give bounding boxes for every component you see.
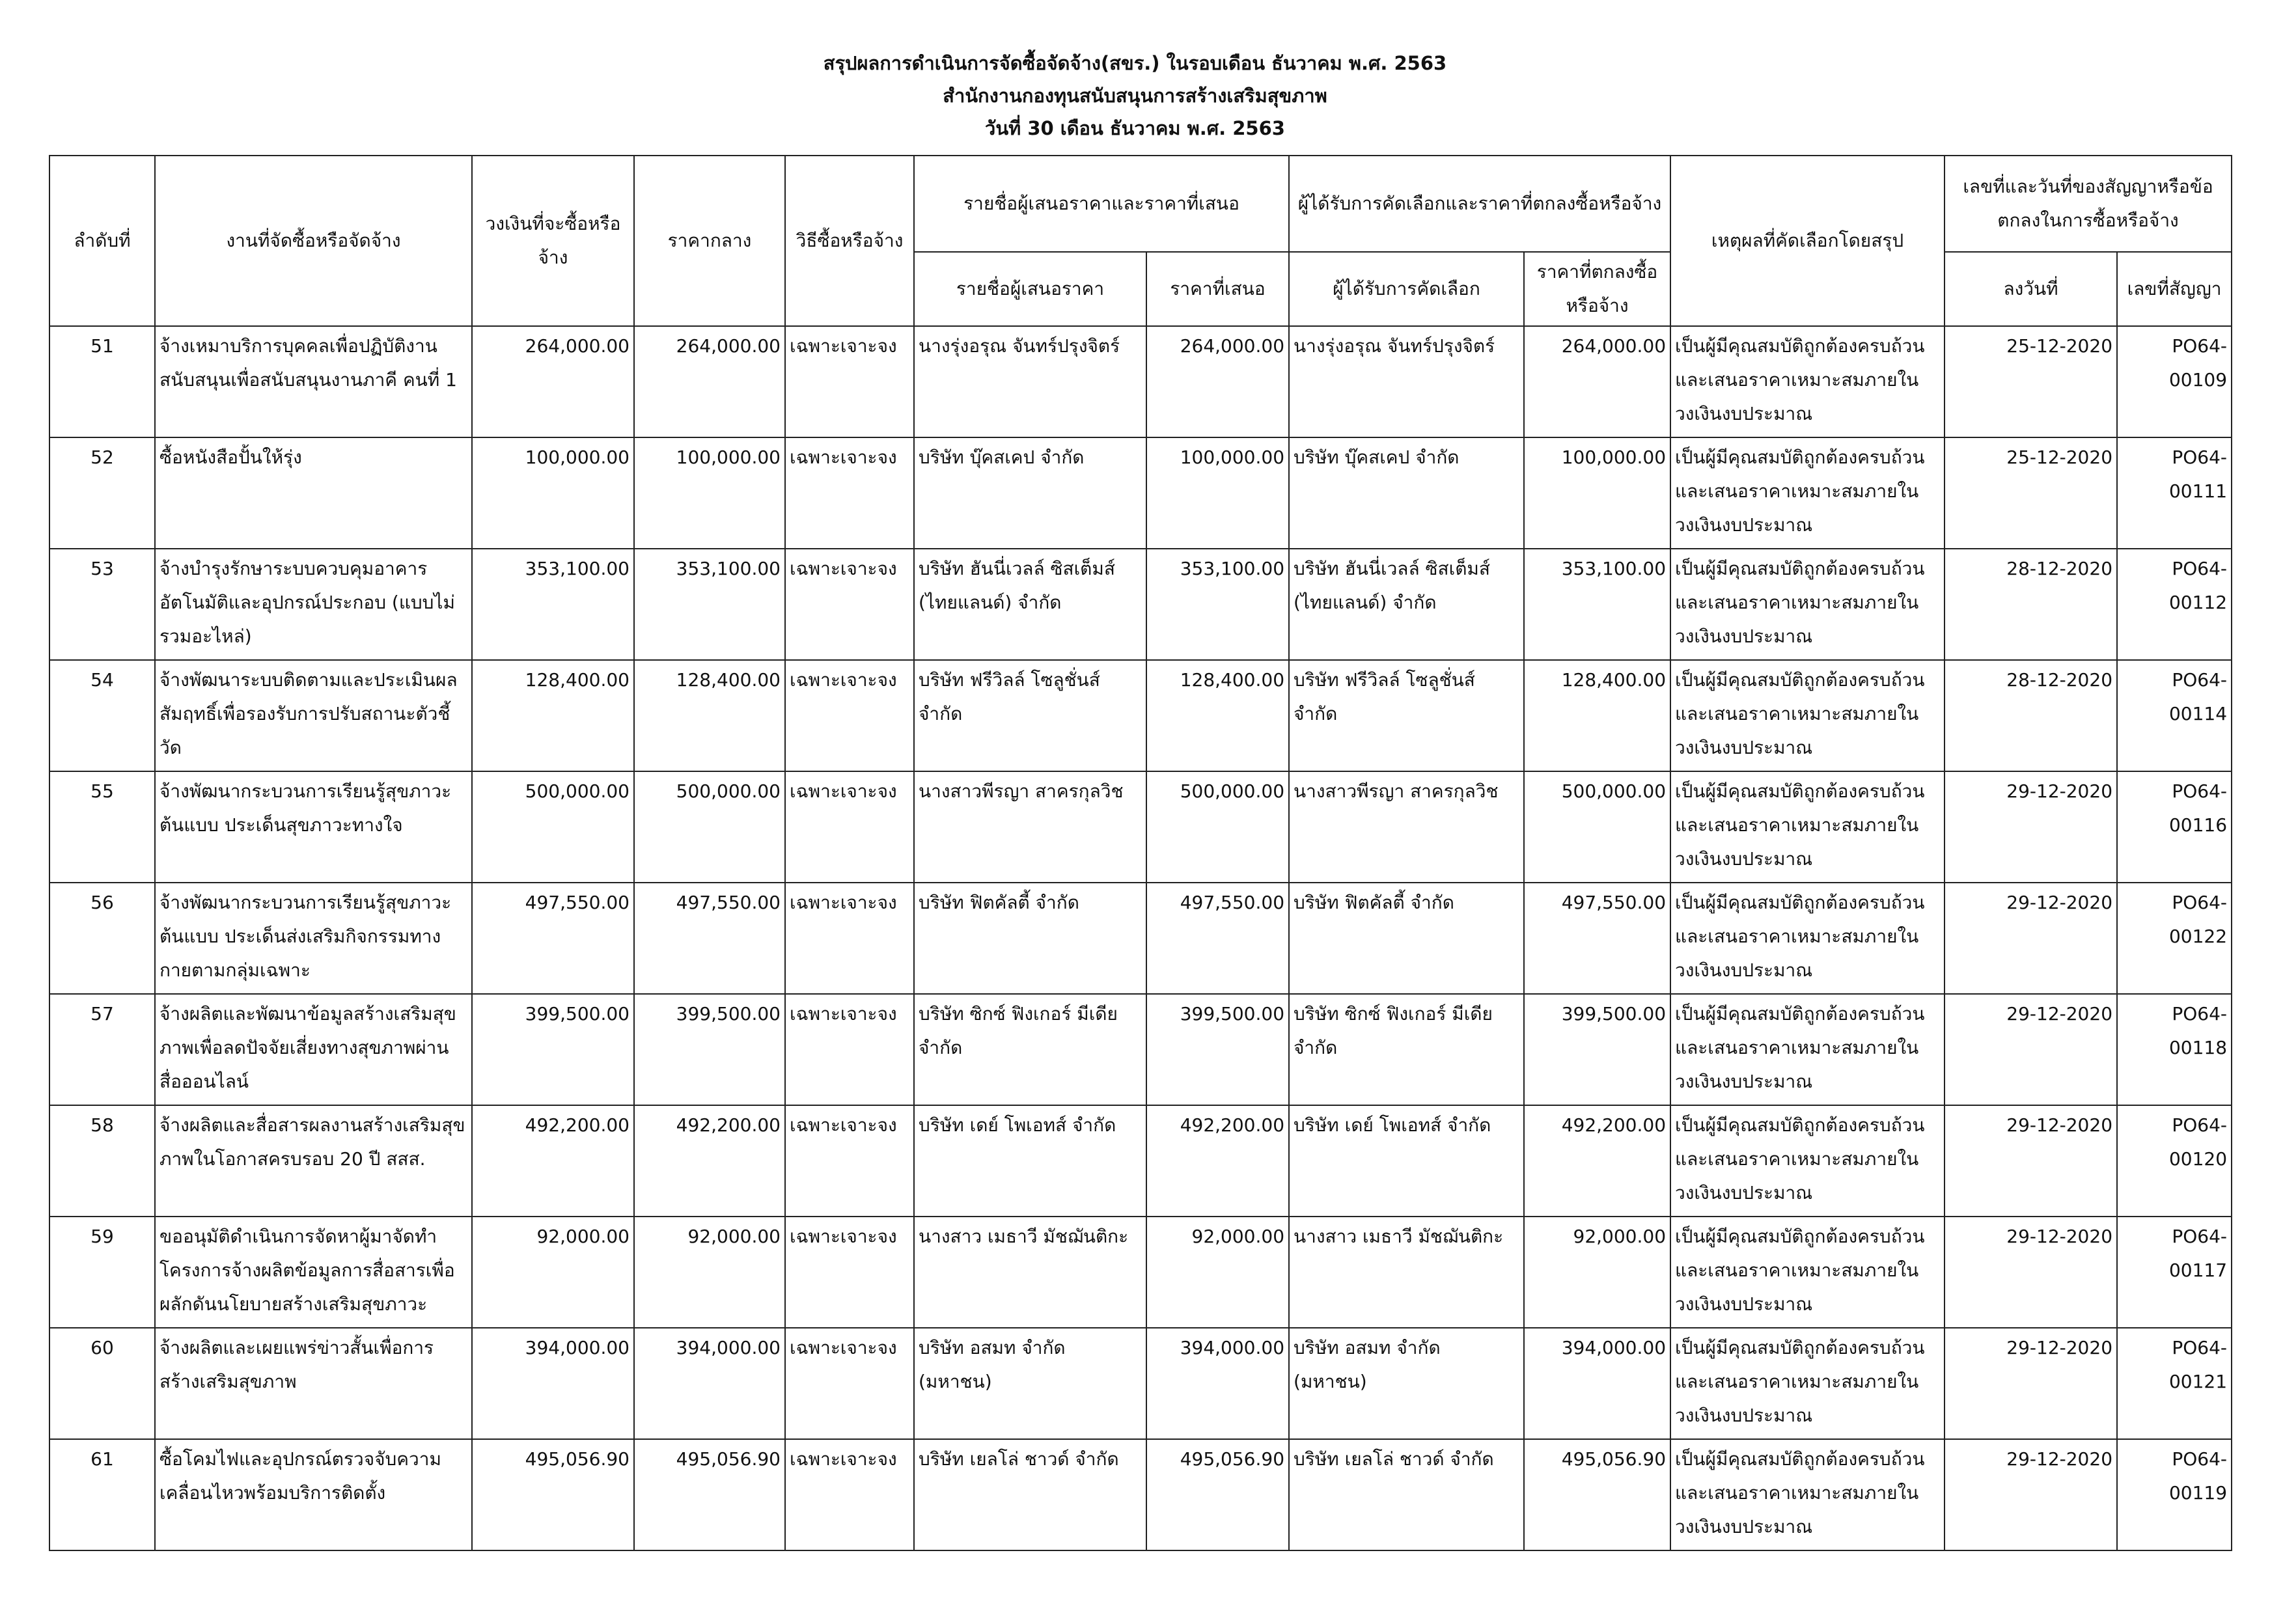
row-selected: นางสาว เมธาวี มัชฌันติกะ bbox=[1289, 1217, 1524, 1328]
row-median-price: 399,500.00 bbox=[634, 994, 785, 1105]
header-reason: เหตุผลที่คัดเลือกโดยสรุป bbox=[1670, 156, 1945, 326]
row-reason: เป็นผู้มีคุณสมบัติถูกต้องครบถ้วนและเสนอราคาเหมาะสมภายในวงเงินงบประมาณ bbox=[1670, 1217, 1945, 1328]
row-agreed-price: 497,550.00 bbox=[1524, 883, 1670, 994]
header-contract-no: เลขที่สัญญา bbox=[2117, 252, 2232, 326]
row-agreed-price: 495,056.90 bbox=[1524, 1439, 1670, 1550]
row-budget: 497,550.00 bbox=[472, 883, 634, 994]
row-median-price: 264,000.00 bbox=[634, 326, 785, 437]
document-titles bbox=[0, 47, 2270, 145]
row-work: จ้างผลิตและเผยแพร่ข่าวสั้นเพื่อการสร้างเสริมสุขภาพ bbox=[155, 1328, 472, 1439]
row-bid-price: 500,000.00 bbox=[1146, 771, 1289, 883]
row-contract-no: PO64-00118 bbox=[2117, 994, 2232, 1105]
row-bidder: บริษัท ซิกซ์ ฟิงเกอร์ มีเดีย จำกัด bbox=[914, 994, 1146, 1105]
row-work: จ้างเหมาบริการบุคคลเพื่อปฏิบัติงานสนับสนุนเพื่อสนับสนุนงานภาคี คนที่ 1 bbox=[155, 326, 472, 437]
row-budget: 128,400.00 bbox=[472, 660, 634, 771]
row-selected: บริษัท ฮันนี่เวลล์ ซิสเต็มส์ (ไทยแลนด์) จำกัด bbox=[1289, 549, 1524, 660]
row-contract-no: PO64-00117 bbox=[2117, 1217, 2232, 1328]
header-selected-name: ผู้ได้รับการคัดเลือก bbox=[1289, 252, 1524, 326]
row-bid-price: 399,500.00 bbox=[1146, 994, 1289, 1105]
row-no: 51 bbox=[49, 326, 155, 437]
row-budget: 492,200.00 bbox=[472, 1105, 634, 1217]
row-bid-price: 394,000.00 bbox=[1146, 1328, 1289, 1439]
row-budget: 500,000.00 bbox=[472, 771, 634, 883]
row-bid-price: 492,200.00 bbox=[1146, 1105, 1289, 1217]
row-contract-no: PO64-00121 bbox=[2117, 1328, 2232, 1439]
header-bidders-group: รายชื่อผู้เสนอราคาและราคาที่เสนอ bbox=[914, 156, 1289, 252]
table-row bbox=[49, 660, 2232, 771]
row-work: จ้างพัฒนากระบวนการเรียนรู้สุขภาวะต้นแบบ ประเด็นสุขภาวะทางใจ bbox=[155, 771, 472, 883]
row-contract-no: PO64-00122 bbox=[2117, 883, 2232, 994]
row-no: 56 bbox=[49, 883, 155, 994]
row-bidder: นางรุ่งอรุณ จันทร์ปรุงจิตร์ bbox=[914, 326, 1146, 437]
row-contract-date: 29-12-2020 bbox=[1945, 771, 2117, 883]
row-contract-date: 29-12-2020 bbox=[1945, 994, 2117, 1105]
row-median-price: 100,000.00 bbox=[634, 437, 785, 549]
row-bid-price: 495,056.90 bbox=[1146, 1439, 1289, 1550]
row-method: เฉพาะเจาะจง bbox=[785, 1105, 914, 1217]
row-method: เฉพาะเจาะจง bbox=[785, 994, 914, 1105]
table-row bbox=[49, 1328, 2232, 1439]
row-no: 61 bbox=[49, 1439, 155, 1550]
row-work: จ้างผลิตและพัฒนาข้อมูลสร้างเสริมสุขภาพเพื่อลดปัจจัยเสี่ยงทางสุขภาพผ่านสื่อออนไลน์ bbox=[155, 994, 472, 1105]
row-reason: เป็นผู้มีคุณสมบัติถูกต้องครบถ้วนและเสนอราคาเหมาะสมภายในวงเงินงบประมาณ bbox=[1670, 326, 1945, 437]
header-median-price: ราคากลาง bbox=[634, 156, 785, 326]
row-bidder: บริษัท ฮันนี่เวลล์ ซิสเต็มส์ (ไทยแลนด์) จำกัด bbox=[914, 549, 1146, 660]
row-contract-date: 29-12-2020 bbox=[1945, 1105, 2117, 1217]
row-contract-date: 28-12-2020 bbox=[1945, 549, 2117, 660]
row-agreed-price: 492,200.00 bbox=[1524, 1105, 1670, 1217]
header-no: ลำดับที่ bbox=[49, 156, 155, 326]
row-contract-date: 29-12-2020 bbox=[1945, 883, 2117, 994]
row-bidder: บริษัท บุ๊คสเคป จำกัด bbox=[914, 437, 1146, 549]
header-budget: วงเงินที่จะซื้อหรือจ้าง bbox=[472, 156, 634, 326]
row-budget: 495,056.90 bbox=[472, 1439, 634, 1550]
title-line-1: สรุปผลการดำเนินการจัดซื้อจัดจ้าง(สขร.) ในรอบเดือน ธันวาคม พ.ศ. 2563 bbox=[823, 52, 1447, 74]
row-bidder: บริษัท ฟิตคัลตี้ จำกัด bbox=[914, 883, 1146, 994]
row-contract-no: PO64-00114 bbox=[2117, 660, 2232, 771]
row-median-price: 500,000.00 bbox=[634, 771, 785, 883]
row-selected: บริษัท ฟรีวิลล์ โซลูชั่นส์ จำกัด bbox=[1289, 660, 1524, 771]
header-method: วิธีซื้อหรือจ้าง bbox=[785, 156, 914, 326]
row-method: เฉพาะเจาะจง bbox=[785, 1439, 914, 1550]
row-reason: เป็นผู้มีคุณสมบัติถูกต้องครบถ้วนและเสนอราคาเหมาะสมภายในวงเงินงบประมาณ bbox=[1670, 883, 1945, 994]
row-work: จ้างบำรุงรักษาระบบควบคุมอาคารอัตโนมัติและอุปกรณ์ประกอบ (แบบไม่รวมอะไหล่) bbox=[155, 549, 472, 660]
row-no: 57 bbox=[49, 994, 155, 1105]
header-agreed-price: ราคาที่ตกลงซื้อหรือจ้าง bbox=[1524, 252, 1670, 326]
row-selected: บริษัท ซิกซ์ ฟิงเกอร์ มีเดีย จำกัด bbox=[1289, 994, 1524, 1105]
row-median-price: 353,100.00 bbox=[634, 549, 785, 660]
row-bid-price: 92,000.00 bbox=[1146, 1217, 1289, 1328]
row-agreed-price: 92,000.00 bbox=[1524, 1217, 1670, 1328]
row-no: 58 bbox=[49, 1105, 155, 1217]
row-contract-no: PO64-00116 bbox=[2117, 771, 2232, 883]
row-contract-date: 29-12-2020 bbox=[1945, 1217, 2117, 1328]
row-selected: บริษัท เยลโล่ ชาวด์ จำกัด bbox=[1289, 1439, 1524, 1550]
table-row bbox=[49, 549, 2232, 660]
row-median-price: 92,000.00 bbox=[634, 1217, 785, 1328]
row-method: เฉพาะเจาะจง bbox=[785, 437, 914, 549]
row-budget: 264,000.00 bbox=[472, 326, 634, 437]
row-bidder: บริษัท เดย์ โพเอทส์ จำกัด bbox=[914, 1105, 1146, 1217]
row-contract-no: PO64-00111 bbox=[2117, 437, 2232, 549]
row-selected: นางรุ่งอรุณ จันทร์ปรุงจิตร์ bbox=[1289, 326, 1524, 437]
header-work: งานที่จัดซื้อหรือจัดจ้าง bbox=[155, 156, 472, 326]
title-line-2: สำนักงานกองทุนสนับสนุนการสร้างเสริมสุขภาพ bbox=[943, 85, 1327, 107]
row-reason: เป็นผู้มีคุณสมบัติถูกต้องครบถ้วนและเสนอราคาเหมาะสมภายในวงเงินงบประมาณ bbox=[1670, 660, 1945, 771]
row-agreed-price: 264,000.00 bbox=[1524, 326, 1670, 437]
row-selected: นางสาวพีรญา สาครกุลวิช bbox=[1289, 771, 1524, 883]
row-contract-no: PO64-00120 bbox=[2117, 1105, 2232, 1217]
row-method: เฉพาะเจาะจง bbox=[785, 326, 914, 437]
row-agreed-price: 394,000.00 bbox=[1524, 1328, 1670, 1439]
table-row bbox=[49, 883, 2232, 994]
table-row bbox=[49, 771, 2232, 883]
row-selected: บริษัท เดย์ โพเอทส์ จำกัด bbox=[1289, 1105, 1524, 1217]
row-contract-date: 28-12-2020 bbox=[1945, 660, 2117, 771]
row-method: เฉพาะเจาะจง bbox=[785, 883, 914, 994]
row-median-price: 128,400.00 bbox=[634, 660, 785, 771]
row-method: เฉพาะเจาะจง bbox=[785, 549, 914, 660]
row-budget: 92,000.00 bbox=[472, 1217, 634, 1328]
row-bidder: บริษัท ฟรีวิลล์ โซลูชั่นส์ จำกัด bbox=[914, 660, 1146, 771]
row-no: 59 bbox=[49, 1217, 155, 1328]
row-selected: บริษัท อสมท จำกัด (มหาชน) bbox=[1289, 1328, 1524, 1439]
row-method: เฉพาะเจาะจง bbox=[785, 660, 914, 771]
row-contract-date: 29-12-2020 bbox=[1945, 1328, 2117, 1439]
header-bid-price: ราคาที่เสนอ bbox=[1146, 252, 1289, 326]
row-median-price: 497,550.00 bbox=[634, 883, 785, 994]
header-contract-date: ลงวันที่ bbox=[1945, 252, 2117, 326]
row-selected: บริษัท บุ๊คสเคป จำกัด bbox=[1289, 437, 1524, 549]
header-bidder-name: รายชื่อผู้เสนอราคา bbox=[914, 252, 1146, 326]
row-agreed-price: 500,000.00 bbox=[1524, 771, 1670, 883]
row-agreed-price: 399,500.00 bbox=[1524, 994, 1670, 1105]
header-selected-group: ผู้ได้รับการคัดเลือกและราคาที่ตกลงซื้อหรือจ้าง bbox=[1289, 156, 1670, 252]
row-agreed-price: 128,400.00 bbox=[1524, 660, 1670, 771]
row-bid-price: 264,000.00 bbox=[1146, 326, 1289, 437]
table-row bbox=[49, 1105, 2232, 1217]
row-no: 54 bbox=[49, 660, 155, 771]
row-reason: เป็นผู้มีคุณสมบัติถูกต้องครบถ้วนและเสนอราคาเหมาะสมภายในวงเงินงบประมาณ bbox=[1670, 1439, 1945, 1550]
row-bid-price: 353,100.00 bbox=[1146, 549, 1289, 660]
row-bidder: บริษัท เยลโล่ ชาวด์ จำกัด bbox=[914, 1439, 1146, 1550]
row-work: ขออนุมัติดำเนินการจัดหาผู้มาจัดทำโครงการจ้างผลิตข้อมูลการสื่อสารเพื่อผลักดันนโยบายสร้างเสริมสุขภาวะ bbox=[155, 1217, 472, 1328]
header-contract-group: เลขที่และวันที่ของสัญญาหรือข้อตกลงในการซื้อหรือจ้าง bbox=[1945, 156, 2232, 252]
row-contract-date: 25-12-2020 bbox=[1945, 326, 2117, 437]
table-row bbox=[49, 994, 2232, 1105]
row-bid-price: 100,000.00 bbox=[1146, 437, 1289, 549]
row-bidder: นางสาว เมธาวี มัชฌันติกะ bbox=[914, 1217, 1146, 1328]
row-work: ซื้อโคมไฟและอุปกรณ์ตรวจจับความเคลื่อนไหวพร้อมบริการติดตั้ง bbox=[155, 1439, 472, 1550]
row-contract-no: PO64-00119 bbox=[2117, 1439, 2232, 1550]
row-budget: 100,000.00 bbox=[472, 437, 634, 549]
row-reason: เป็นผู้มีคุณสมบัติถูกต้องครบถ้วนและเสนอราคาเหมาะสมภายในวงเงินงบประมาณ bbox=[1670, 1105, 1945, 1217]
title-line-3: วันที่ 30 เดือน ธันวาคม พ.ศ. 2563 bbox=[985, 117, 1285, 139]
row-selected: บริษัท ฟิตคัลตี้ จำกัด bbox=[1289, 883, 1524, 994]
table-row bbox=[49, 1217, 2232, 1328]
row-method: เฉพาะเจาะจง bbox=[785, 1217, 914, 1328]
row-work: จ้างพัฒนากระบวนการเรียนรู้สุขภาวะต้นแบบ ประเด็นส่งเสริมกิจกรรมทางกายตามกลุ่มเฉพาะ bbox=[155, 883, 472, 994]
row-median-price: 394,000.00 bbox=[634, 1328, 785, 1439]
row-median-price: 495,056.90 bbox=[634, 1439, 785, 1550]
row-no: 53 bbox=[49, 549, 155, 660]
row-reason: เป็นผู้มีคุณสมบัติถูกต้องครบถ้วนและเสนอราคาเหมาะสมภายในวงเงินงบประมาณ bbox=[1670, 437, 1945, 549]
row-contract-date: 29-12-2020 bbox=[1945, 1439, 2117, 1550]
row-bidder: บริษัท อสมท จำกัด (มหาชน) bbox=[914, 1328, 1146, 1439]
row-reason: เป็นผู้มีคุณสมบัติถูกต้องครบถ้วนและเสนอราคาเหมาะสมภายในวงเงินงบประมาณ bbox=[1670, 994, 1945, 1105]
row-median-price: 492,200.00 bbox=[634, 1105, 785, 1217]
row-budget: 399,500.00 bbox=[472, 994, 634, 1105]
table-row bbox=[49, 437, 2232, 549]
row-budget: 353,100.00 bbox=[472, 549, 634, 660]
procurement-table bbox=[49, 155, 2232, 1551]
row-agreed-price: 100,000.00 bbox=[1524, 437, 1670, 549]
row-bid-price: 128,400.00 bbox=[1146, 660, 1289, 771]
row-no: 52 bbox=[49, 437, 155, 549]
row-agreed-price: 353,100.00 bbox=[1524, 549, 1670, 660]
table-row bbox=[49, 1439, 2232, 1550]
row-bidder: นางสาวพีรญา สาครกุลวิช bbox=[914, 771, 1146, 883]
row-reason: เป็นผู้มีคุณสมบัติถูกต้องครบถ้วนและเสนอราคาเหมาะสมภายในวงเงินงบประมาณ bbox=[1670, 1328, 1945, 1439]
row-work: ซื้อหนังสือปั้นให้รุ่ง bbox=[155, 437, 472, 549]
row-method: เฉพาะเจาะจง bbox=[785, 771, 914, 883]
row-work: จ้างพัฒนาระบบติดตามและประเมินผลสัมฤทธิ์เพื่อรองรับการปรับสถานะตัวชี้วัด bbox=[155, 660, 472, 771]
row-no: 55 bbox=[49, 771, 155, 883]
row-bid-price: 497,550.00 bbox=[1146, 883, 1289, 994]
row-work: จ้างผลิตและสื่อสารผลงานสร้างเสริมสุขภาพในโอกาสครบรอบ 20 ปี สสส. bbox=[155, 1105, 472, 1217]
row-no: 60 bbox=[49, 1328, 155, 1439]
row-budget: 394,000.00 bbox=[472, 1328, 634, 1439]
row-contract-no: PO64-00109 bbox=[2117, 326, 2232, 437]
table-row bbox=[49, 326, 2232, 437]
row-reason: เป็นผู้มีคุณสมบัติถูกต้องครบถ้วนและเสนอราคาเหมาะสมภายในวงเงินงบประมาณ bbox=[1670, 771, 1945, 883]
row-contract-date: 25-12-2020 bbox=[1945, 437, 2117, 549]
row-reason: เป็นผู้มีคุณสมบัติถูกต้องครบถ้วนและเสนอราคาเหมาะสมภายในวงเงินงบประมาณ bbox=[1670, 549, 1945, 660]
row-method: เฉพาะเจาะจง bbox=[785, 1328, 914, 1439]
row-contract-no: PO64-00112 bbox=[2117, 549, 2232, 660]
